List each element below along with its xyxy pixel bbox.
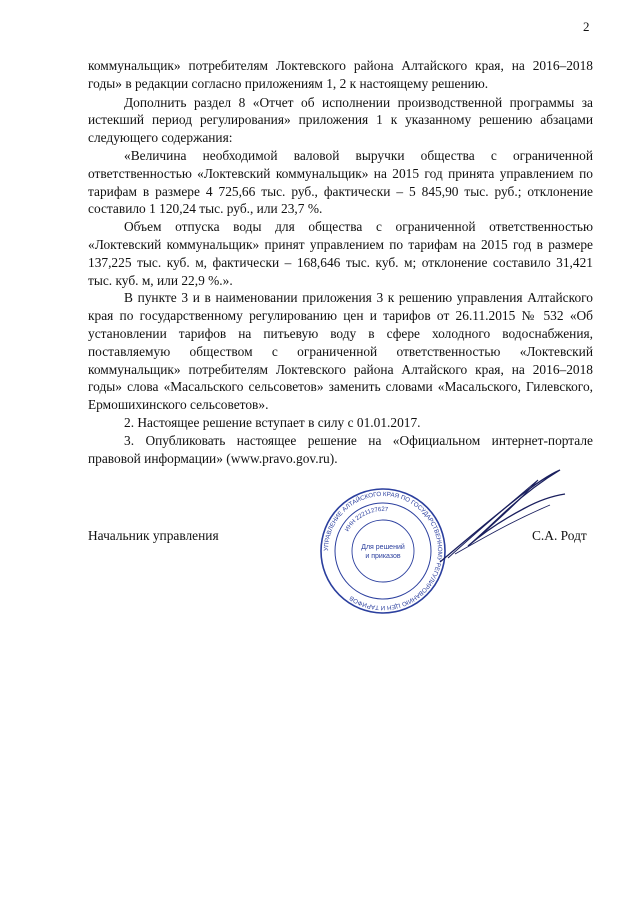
paragraph-revenue: «Величина необходимой валовой выручки общества с ограниченной ответственностью «Локтевский коммунальщик» на 2015 год принята управлением по тарифам в размере 4 725,66 тыс. руб., фактически – 5 845,90 тыс. руб.; отклонение составило 1 120,24 тыс. руб., или 23,7 %. [88, 147, 593, 217]
signatory-name: С.А. Родт [532, 528, 587, 543]
paragraph-water-volume: Объем отпуска воды для общества с ограниченной ответственностью «Локтевский коммунальщик» принят управлением по тарифам на 2015 год в размере 137,225 тыс. куб. м, фактически – 168,646 тыс. куб. м; отклонение составило 31,421 тыс. куб. м, или 22,9 %.». [88, 219, 593, 288]
seal-center-line-1: Для решений [361, 544, 405, 551]
seal-center-line-2: и приказов [365, 553, 401, 560]
paragraph-publish: 3. Опубликовать настоящее решение на «Официальном интернет-портале правовой информации» (www.pravo.gov.ru). [88, 432, 593, 466]
signatory-title: Начальник управления [88, 528, 219, 543]
seal-inn-text: ИНН 2221127627 [344, 507, 389, 533]
paragraph-appendix-3: В пункте 3 и в наименовании приложения 3 к решению управления Алтайского края по государственному регулированию цен и тарифов от 26.11.2015 № 532 «Об установлении тарифов на питьевую воду в сфере холодного водоснабжения, поставляемую обществом с ограниченной ответственностью «Локтевский коммунальщик» потребителям Локтевского района Алтайского края, на 2016–2018 годы» слова «Масальского сельсоветов» заменить словами «Масальского, Гилевского, Ермошихинского сельсоветов». [88, 290, 593, 413]
paragraph-amend-section-8: Дополнить раздел 8 «Отчет об исполнении производственной программы за истекший период регулирования» приложения 1 к указанному решению абзацами следующего содержания: [88, 94, 593, 146]
handwritten-signature [420, 450, 570, 580]
document-body [88, 57, 593, 467]
page-number: 2 [583, 19, 590, 34]
seal-outer-text: УПРАВЛЕНИЕ АЛТАЙСКОГО КРАЯ ПО ГОСУДАРСТВЕННОМУ РЕГУЛИРОВАНИЮ ЦЕН И ТАРИФОВ [322, 490, 444, 612]
paragraph-continuation: коммунальщик» потребителям Локтевского района Алтайского края, на 2016–2018 годы» в редакции согласно приложениям 1, 2 к настоящему решению. [88, 58, 593, 91]
paragraph-effective-date: 2. Настоящее решение вступает в силу с 01.01.2017. [124, 414, 421, 430]
